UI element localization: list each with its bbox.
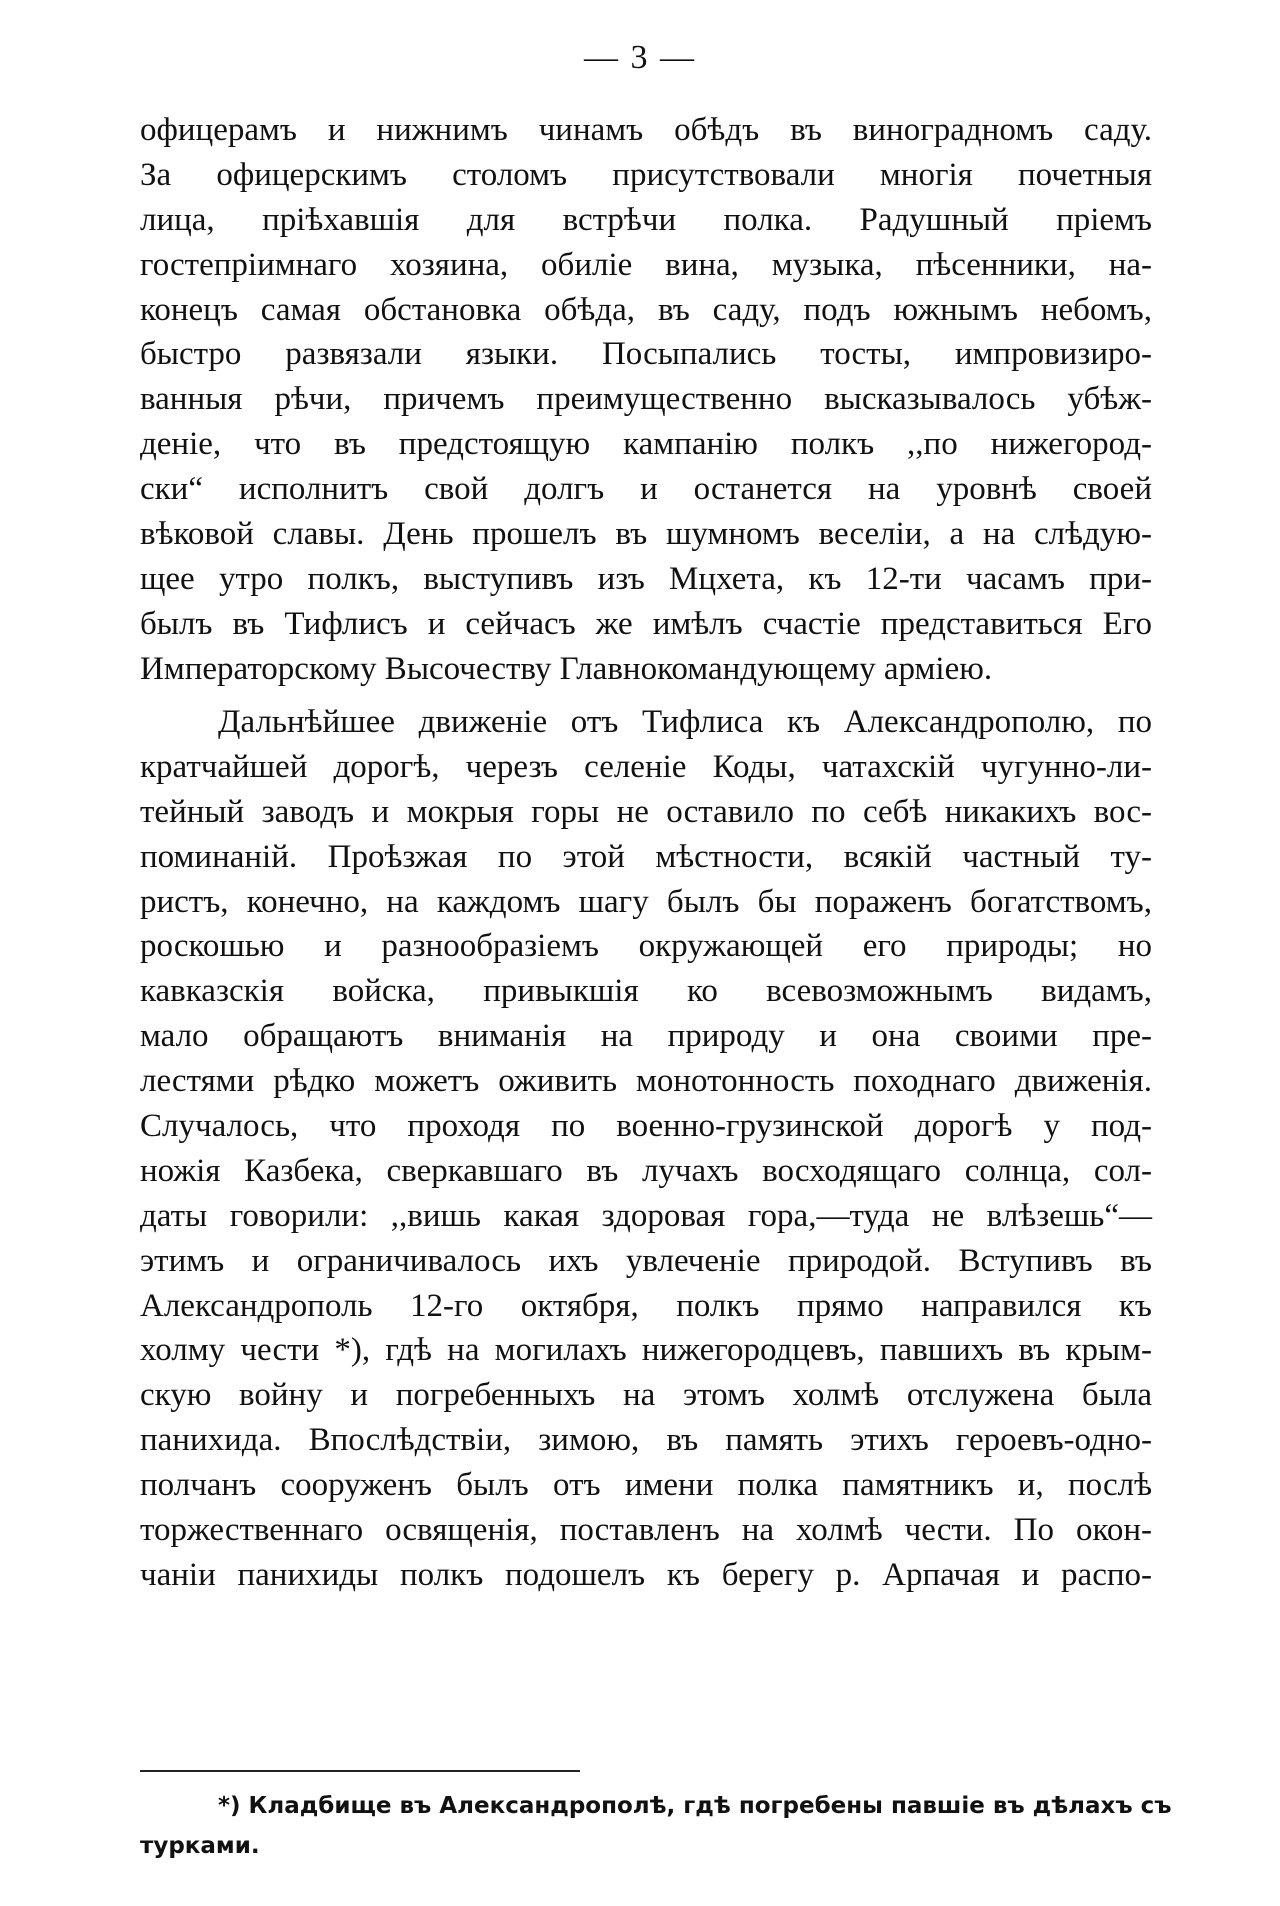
text-line: кратчайшей дорогѣ, черезъ селеніе Коды, чатахскій чугунно-ли- — [140, 748, 1152, 785]
footnote-divider — [140, 1770, 580, 1772]
text-line: чаніи панихиды полкъ подошелъ къ берегу р. Арпачая и распо- — [140, 1556, 1152, 1593]
text-line: торжественнаго освященія, поставленъ на холмѣ чести. По окон- — [140, 1512, 1152, 1549]
paragraph-1 — [140, 108, 1152, 692]
paragraph-2 — [140, 700, 1152, 1598]
text-line: даты говорили: ,,вишь какая здоровая гора,—туда не влѣзешь“— — [140, 1197, 1152, 1234]
text-line: За офицерскимъ столомъ присутствовали многія почетныя — [140, 156, 1152, 193]
text-line: деніе, что въ предстоящую кампанію полкъ ,,по нижегород- — [140, 426, 1152, 463]
text-line: вѣковой славы. День прошелъ въ шумномъ веселіи, а на слѣдую- — [140, 516, 1152, 553]
text-line: кавказскія войска, привыкшія ко всевозможнымъ видамъ, — [140, 973, 1152, 1010]
footnote-line: турками. — [140, 1833, 260, 1859]
text-line: Случалось, что проходя по военно-грузинской дорогѣ у под- — [140, 1108, 1152, 1145]
text-line: конецъ самая обстановка обѣда, въ саду, подъ южнымъ небомъ, — [140, 291, 1152, 328]
text-line: этимъ и ограничивалось ихъ увлеченіе природой. Вступивъ въ — [140, 1242, 1152, 1279]
text-line: поминаній. Проѣзжая по этой мѣстности, всякій частный ту- — [140, 838, 1152, 875]
text-line: ски“ исполнитъ свой долгъ и останется на уровнѣ своей — [140, 471, 1152, 508]
text-line: полчанъ сооруженъ былъ отъ имени полка памятникъ и, послѣ — [140, 1467, 1152, 1504]
text-line: роскошью и разнообразіемъ окружающей его природы; но — [140, 928, 1152, 965]
text-line: былъ въ Тифлисъ и сейчасъ же имѣлъ счастіе представиться Его — [140, 605, 1152, 642]
footnote — [140, 1786, 1172, 1866]
text-line: гостепріимнаго хозяина, обиліе вина, музыка, пѣсенники, на- — [140, 246, 1152, 283]
text-line: щее утро полкъ, выступивъ изъ Мцхета, къ 12-ти часамъ при- — [140, 560, 1152, 597]
text-line: ножія Казбека, сверкавшаго въ лучахъ восходящаго солнца, сол- — [140, 1152, 1152, 1189]
text-line: Дальнѣйшее движеніе отъ Тифлиса къ Александрополю, по — [218, 704, 1152, 740]
text-line: быстро развязали языки. Посыпались тосты, импровизиро- — [140, 336, 1152, 373]
footnote-line: *) Кладбище въ Александрополѣ, гдѣ погребены павшіе въ дѣлахъ съ — [218, 1793, 1172, 1819]
text-line: Императорскому Высочеству Главнокомандующему арміею. — [140, 650, 993, 687]
text-line: скую войну и погребенныхъ на этомъ холмѣ отслужена была — [140, 1377, 1152, 1414]
text-line: панихида. Впослѣдствіи, зимою, въ память этихъ героевъ-одно- — [140, 1422, 1152, 1459]
text-line: тейный заводъ и мокрыя горы не оставило по себѣ никакихъ вос- — [140, 793, 1152, 830]
text-line: ристъ, конечно, на каждомъ шагу былъ бы пораженъ богатствомъ, — [140, 883, 1152, 920]
page-number: — 3 — — [584, 39, 696, 76]
text-line: Александрополь 12-го октября, полкъ прямо направился къ — [140, 1287, 1152, 1324]
text-line: лестями рѣдко можетъ оживить монотонность походнаго движенія. — [140, 1063, 1152, 1100]
text-line: холму чести *), гдѣ на могилахъ нижегородцевъ, павшихъ въ крым- — [140, 1332, 1152, 1369]
text-line: мало обращаютъ вниманія на природу и она своими пре- — [140, 1018, 1152, 1055]
text-line: офицерамъ и нижнимъ чинамъ обѣдъ въ виноградномъ саду. — [140, 112, 1152, 148]
text-line: лица, пріѣхавшія для встрѣчи полка. Радушный пріемъ — [140, 201, 1152, 238]
text-line: ванныя рѣчи, причемъ преимущественно высказывалось убѣж- — [140, 381, 1152, 418]
